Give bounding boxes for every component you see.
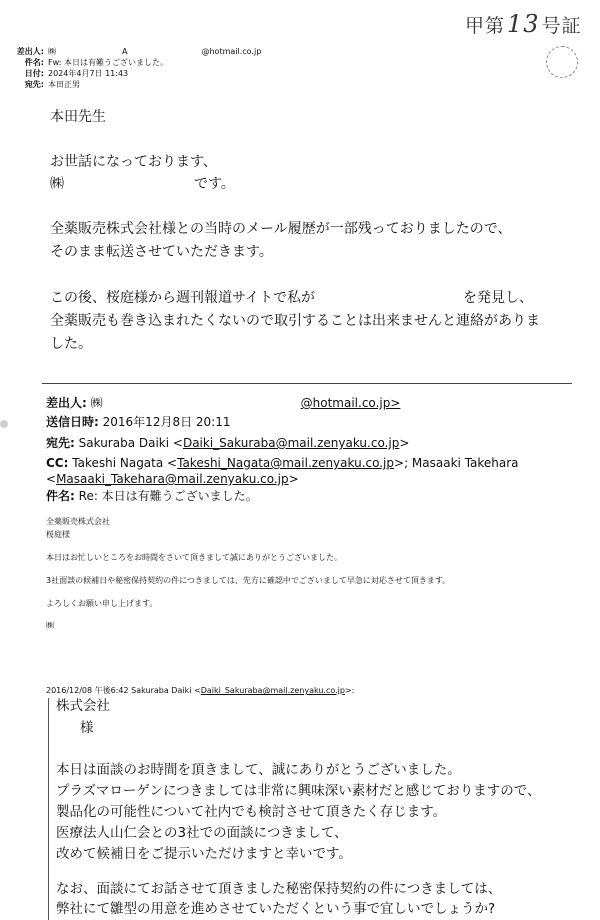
reply-line3: よろしくお願い申し上げます。 xyxy=(46,599,158,608)
forward-date-label: 日付: xyxy=(24,69,44,78)
forward-from-row xyxy=(10,46,261,57)
orig-cc-open2: < xyxy=(46,472,57,486)
forward-date-row xyxy=(10,68,128,79)
orig-to-row xyxy=(46,435,409,451)
orig-subject: Re: 本日は有難うございました。 xyxy=(78,489,258,503)
reply-signature: ㈱ xyxy=(46,621,54,630)
quote-header-email: Daiki_Sakuraba@mail.zenyaku.co.jp xyxy=(200,686,345,695)
greeting: お世話になっております、 xyxy=(50,154,217,170)
quote-sama: 様 xyxy=(80,720,94,736)
orig-to-name: Sakuraba Daiki < xyxy=(78,436,183,450)
quote-line1: 本日は面談のお時間を頂きまして、誠にありがとうございました。 xyxy=(56,762,461,778)
quote-line3: 製品化の可能性について社内でも検討させて頂きたく存じます。 xyxy=(56,804,447,820)
para2-line3: した。 xyxy=(50,336,92,352)
forward-subject-row xyxy=(10,57,168,68)
forward-from-mid: A xyxy=(122,47,128,56)
forward-to: 本田正男 xyxy=(48,80,80,89)
quote-line7: 弊社にて雛型の用意を進めさせていただくという事で宜しいでしょうか? xyxy=(56,901,496,917)
forward-to-row xyxy=(10,79,80,90)
orig-cc-mid: >; Masaaki Takehara xyxy=(394,456,519,470)
quote-header-prefix: 2016/12/08 午後6:42 Sakuraba Daiki < xyxy=(46,686,201,695)
quote-header xyxy=(46,685,354,696)
orig-subject-row xyxy=(46,488,258,504)
reply-line2: 3社面談の候補日や秘密保持契約の件につきましては、先方に確認中でございまして早急に対応させて頂きます。 xyxy=(46,576,451,585)
orig-cc-email1: Takeshi_Nagata@mail.zenyaku.co.jp xyxy=(177,456,395,470)
orig-from-label: 差出人: xyxy=(46,396,87,410)
orig-cc-row xyxy=(46,455,519,471)
forward-subject-label: 件名: xyxy=(24,58,44,67)
orig-sent-label: 送信日時: xyxy=(46,415,99,429)
company-suffix: です。 xyxy=(194,176,235,192)
reply-addressee: 桜庭様 xyxy=(46,530,70,539)
forward-to-label: 宛先: xyxy=(24,80,44,89)
orig-to-label: 宛先: xyxy=(46,436,75,450)
quote-company: 株式会社 xyxy=(56,698,110,714)
forward-from-domain: @hotmail.co.jp xyxy=(201,47,262,56)
orig-cc-label: CC: xyxy=(46,456,69,470)
quote-line2: プラズマローゲンにつきましては非常に興味深い素材だと感じておりますので、 xyxy=(56,783,541,799)
forward-from-prefix: ㈱ xyxy=(48,47,56,56)
orig-sent-row xyxy=(46,414,230,430)
para2-line1 xyxy=(50,288,533,308)
orig-sent: 2016年12月8日 20:11 xyxy=(102,415,231,429)
quote-line4: 医療法人山仁会との3社での面談につきまして、 xyxy=(56,825,348,841)
exhibit-stamp xyxy=(465,10,582,38)
orig-subject-label: 件名: xyxy=(46,489,75,503)
quote-line5: 改めて候補日をご提示いただけますと幸いです。 xyxy=(56,846,352,862)
orig-cc-name1: Takeshi Nagata < xyxy=(72,456,178,470)
quote-line6: なお、面談にてお話させて頂きました秘密保持契約の件につきましては、 xyxy=(56,881,502,897)
company-line xyxy=(50,174,235,194)
forward-subject: Fw: 本日は有難うございました。 xyxy=(48,58,168,67)
para1-line1: 全薬販売株式会社様との当時のメール履歴が一部残っておりましたので、 xyxy=(50,221,512,237)
stamp-number: 13 xyxy=(507,10,540,38)
orig-cc-email2: Masaaki_Takehara@mail.zenyaku.co.jp xyxy=(56,472,289,486)
orig-to-close: > xyxy=(399,436,410,450)
quote-bar xyxy=(48,698,49,920)
stamp-prefix: 甲第 xyxy=(465,15,506,37)
reply-line1: 本日はお忙しいところをお時間をさいて頂きまして誠にありがとうございました。 xyxy=(46,553,342,562)
stamp-suffix: 号証 xyxy=(541,15,582,37)
forward-date: 2024年4月7日 11:43 xyxy=(48,69,129,78)
orig-from-prefix: ㈱ xyxy=(90,396,103,410)
orig-to-email: Daiki_Sakuraba@mail.zenyaku.co.jp xyxy=(182,436,400,450)
orig-from-domain: @hotmail.co.jp> xyxy=(300,396,401,410)
orig-cc-row2 xyxy=(46,471,299,487)
quote-header-suffix: >: xyxy=(344,686,355,695)
company-prefix: ㈱ xyxy=(50,176,64,192)
para2-line1-b: を発見し、 xyxy=(463,290,534,306)
para2-line2: 全薬販売も巻き込まれたくないので取引することは出来ませんと連絡がありま xyxy=(50,313,540,329)
para2-line1-a: この後、桜庭様から週刊報道サイトで私が xyxy=(50,290,316,306)
reply-company: 全薬販売株式会社 xyxy=(46,517,110,526)
para1-line2: そのまま転送させていただきます。 xyxy=(50,244,273,260)
salutation: 本田先生 xyxy=(50,109,106,125)
orig-from-row xyxy=(46,395,400,411)
forward-from-label: 差出人: xyxy=(16,47,44,56)
punch-hole xyxy=(0,420,8,428)
message-divider xyxy=(42,383,572,384)
orig-cc-close2: > xyxy=(288,472,299,486)
seal-mark xyxy=(546,46,578,78)
